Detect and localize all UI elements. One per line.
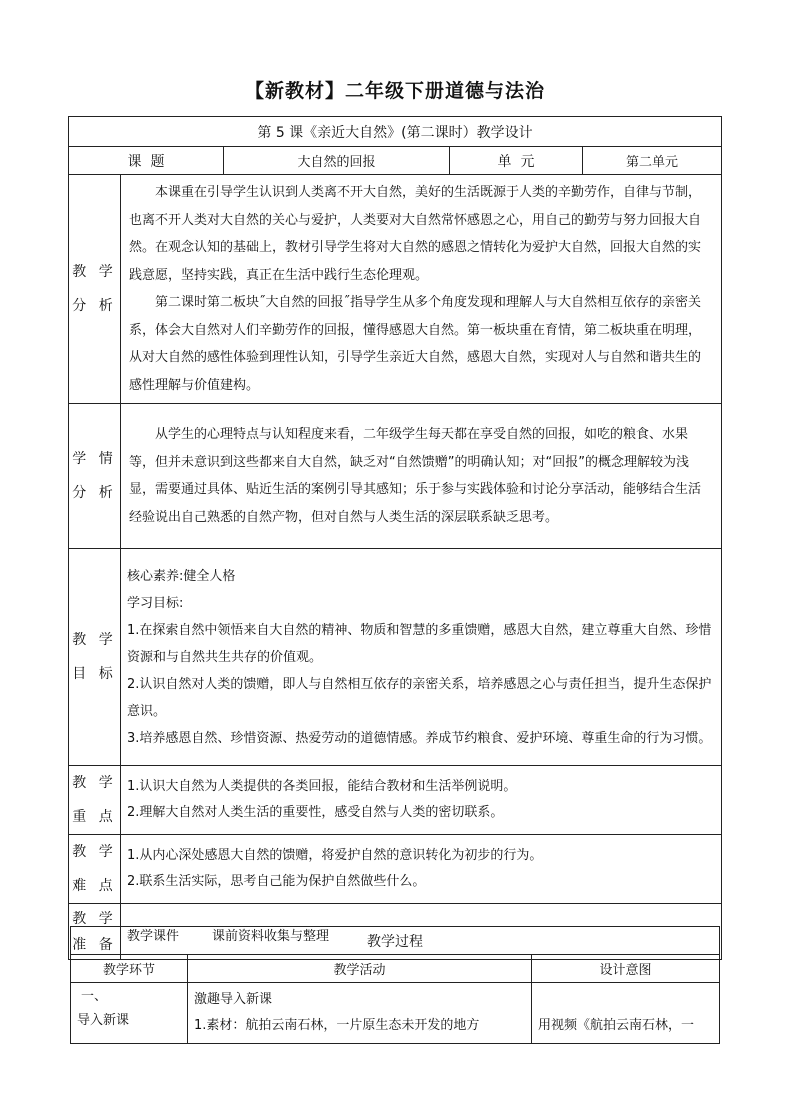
objectives-line-3: 1.在探索自然中领悟来自大自然的精神、物质和智慧的多重馈赠，感恩大自然，建立尊重大自然、珍惜资源和与自然共生共存的价值观。 [127,622,712,665]
objectives-line-2: 学习目标: [127,595,184,611]
activity-item-1: 1.素材：航拍云南石林，一片原生态未开发的地方 [194,1018,480,1033]
process-title: 教学过程 [71,927,720,955]
analysis-content [121,175,722,404]
col-intent-header: 设计意图 [532,955,720,983]
col-stage-header: 教学环节 [71,955,188,983]
difficulty-1: 1.从内心深处感恩大自然的馈赠，将爱护自然的意识转化为初步的行为。 [127,848,543,863]
key-points-label-b: 重 点 [72,809,117,825]
students-content [121,404,722,549]
objectives-label [69,549,121,766]
analysis-paragraph-1: 本课重在引导学生认识到人类离不开大自然，美好的生活既源于人类的辛勤劳作，自律与节制，也离不开人类对大自然的关心与爱护，人类要对大自然常怀感恩之心，用自己的勤劳与努力回报大自然。在观念认知的基础上，教材引导学生将对大自然的感恩之情转化为爱护大自然，回报大自然的实践意愿，坚持实践，真正在生活中践行生态伦理观。 [129,185,702,283]
analysis-label [69,175,121,404]
students-paragraph-1: 从学生的心理特点与认知程度来看，二年级学生每天都在享受自然的回报，如吃的粮食、水果等，但并未意识到这些都来自大自然，缺乏对“自然馈赠”的明确认知；对“回报”的概念理解较为浅显，需要通过具体、贴近生活的案例引导其感知；乐于参与实践体验和讨论分享活动，能够结合生活经验说出自己熟悉的自然产物，但对自然与人类生活的深层联系缺乏思考。 [129,427,702,525]
difficulties-label-a: 教 学 [72,844,117,860]
objectives-line-1: 核心素养:健全人格 [127,568,236,584]
activity-title: 激趣导入新课 [194,992,273,1007]
activity-cell [188,983,532,1044]
analysis-label-a: 教 学 [72,264,117,280]
objectives-label-a: 教 学 [72,632,117,648]
analysis-paragraph-2: 第二课时第二板块˝大自然的回报˝指导学生从多个角度发现和理解人与大自然相互依存的亲密关系，体会大自然对人们辛勤劳作的回报，懂得感恩大自然。第一板块重在育情，第二板块重在明理，从对大自然的感性体验到理性认知，引导学生亲近大自然，感恩大自然，实现对人与自然和谐共生的感性理解与价值建构。 [129,295,702,393]
students-label-b: 分 析 [72,485,117,501]
key-point-2: 2.理解大自然对人类生活的重要性，感受自然与人类的密切联系。 [127,805,504,820]
preparation-label-a: 教 学 [72,910,117,927]
analysis-label-b: 分 析 [72,298,117,314]
col-activity-header: 教学活动 [188,955,532,983]
key-point-1: 1.认识大自然为人类提供的各类回报，能结合教材和生活举例说明。 [127,779,517,794]
difficulty-2: 2.联系生活实际，思考自己能为保护自然做些什么。 [127,874,426,889]
stage-cell [71,983,188,1044]
preparation-content: 教学课件 课前资料收集与整理 [121,904,722,960]
objectives-line-4: 2.认识自然对人类的馈赠，即人与自然相互依存的亲密关系，培养感恩之心与责任担当，提升生态保护意识。 [127,676,712,719]
objectives-label-b: 目 标 [72,666,117,682]
difficulties-label-b: 难 点 [72,878,117,894]
key-points-label [69,766,121,835]
unit-value: 第二单元 [583,147,722,175]
stage-number: 一、 [81,989,108,1004]
difficulties-content [121,835,722,904]
preparation-label-b: 准 备 [72,936,117,953]
topic-label: 课 题 [69,147,224,175]
lesson-design-table [68,116,722,960]
intent-cell: 用视频《航拍云南石林，一 [532,983,720,1044]
key-points-label-a: 教 学 [72,775,117,791]
objectives-content [121,549,722,766]
teaching-process-table [70,926,720,1044]
key-points-content [121,766,722,835]
students-label [69,404,121,549]
students-label-a: 学 情 [72,451,117,467]
topic-value: 大自然的回报 [224,147,450,175]
lesson-header: 第 5 课《亲近大自然》(第二课时）教学设计 [69,117,722,147]
objectives-line-5: 3.培养感恩自然、珍惜资源、热爱劳动的道德情感。养成节约粮食、爱护环境、尊重生命的行为习惯。 [127,730,712,746]
difficulties-label [69,835,121,904]
document-title: 【新教材】二年级下册道德与法治 [244,80,545,102]
stage-name: 导入新课 [77,1013,130,1028]
unit-label: 单 元 [450,147,583,175]
